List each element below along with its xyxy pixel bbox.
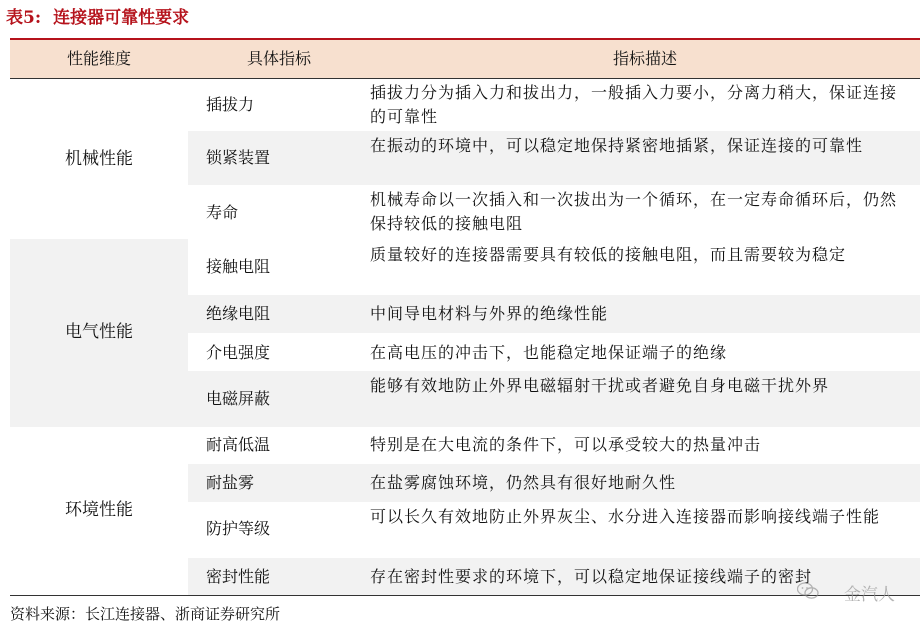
description-cell: 可以长久有效地防止外界灰尘、水分进入连接器而影响接线端子性能 (370, 507, 881, 526)
table-header (10, 40, 920, 78)
indicator-cell: 绝缘电阻 (206, 304, 271, 323)
description-cell: 机械寿命以一次插入和一次拔出为一个循环，在一定寿命循环后，仍然保持较低的接触电阻 (370, 190, 898, 233)
group-label-environmental: 环境性能 (65, 500, 133, 520)
description-cell: 特别是在大电流的条件下，可以承受较大的热量冲击 (370, 435, 762, 454)
table-row (188, 502, 920, 558)
indicator-cell: 电磁屏蔽 (206, 389, 271, 408)
description-cell: 在盐雾腐蚀环境，仍然具有很好地耐久性 (370, 473, 677, 492)
table-row (188, 371, 920, 427)
description-cell: 质量较好的连接器需要具有较低的接触电阻，而且需要较为稳定 (370, 245, 847, 264)
table-row (188, 131, 920, 185)
group-label-mechanical: 机械性能 (65, 149, 133, 169)
table-row (188, 427, 920, 464)
bottom-rule (10, 595, 920, 596)
description-cell: 能够有效地防止外界电磁辐射干扰或者避免自身电磁干扰外界 (370, 376, 830, 395)
group-label-electrical: 电气性能 (65, 322, 133, 342)
table-row (188, 185, 920, 239)
table-row (188, 239, 920, 295)
description-cell: 在高电压的冲击下，也能稳定地保证端子的绝缘 (370, 343, 728, 362)
indicator-cell: 寿命 (206, 203, 239, 222)
indicator-cell: 锁紧装置 (206, 148, 271, 167)
indicator-cell: 耐盐雾 (206, 473, 255, 492)
indicator-cell: 密封性能 (206, 567, 271, 586)
indicator-cell: 插拔力 (206, 95, 255, 114)
indicator-cell: 接触电阻 (206, 257, 271, 276)
source-note: 资料来源：长江连接器、浙商证券研究所 (10, 605, 281, 623)
indicator-cell: 耐高低温 (206, 435, 271, 454)
header-description: 指标描述 (612, 49, 677, 68)
description-cell: 存在密封性要求的环境下，可以稳定地保证接线端子的密封 (370, 567, 813, 586)
table-row (188, 79, 920, 131)
table-number: 表5: (6, 8, 42, 28)
header-indicator: 具体指标 (246, 49, 311, 68)
table-title-text: 连接器可靠性要求 (53, 8, 190, 28)
watermark-text: 金汽人 (844, 585, 895, 605)
table-row (188, 333, 920, 371)
description-cell: 中间导电材料与外界的绝缘性能 (370, 304, 609, 323)
description-cell: 在振动的环境中，可以稳定地保持紧密地插紧，保证连接的可靠性 (370, 136, 864, 155)
table-row (188, 295, 920, 333)
wechat-icon (797, 582, 819, 600)
description-cell: 插拔力分为插入力和拔出力，一般插入力要小，分离力稍大，保证连接的可靠性 (370, 83, 898, 126)
table-title (6, 5, 189, 31)
header-dimension: 性能维度 (66, 49, 131, 68)
table-row (188, 464, 920, 502)
indicator-cell: 防护等级 (206, 519, 271, 538)
indicator-cell: 介电强度 (206, 343, 271, 362)
